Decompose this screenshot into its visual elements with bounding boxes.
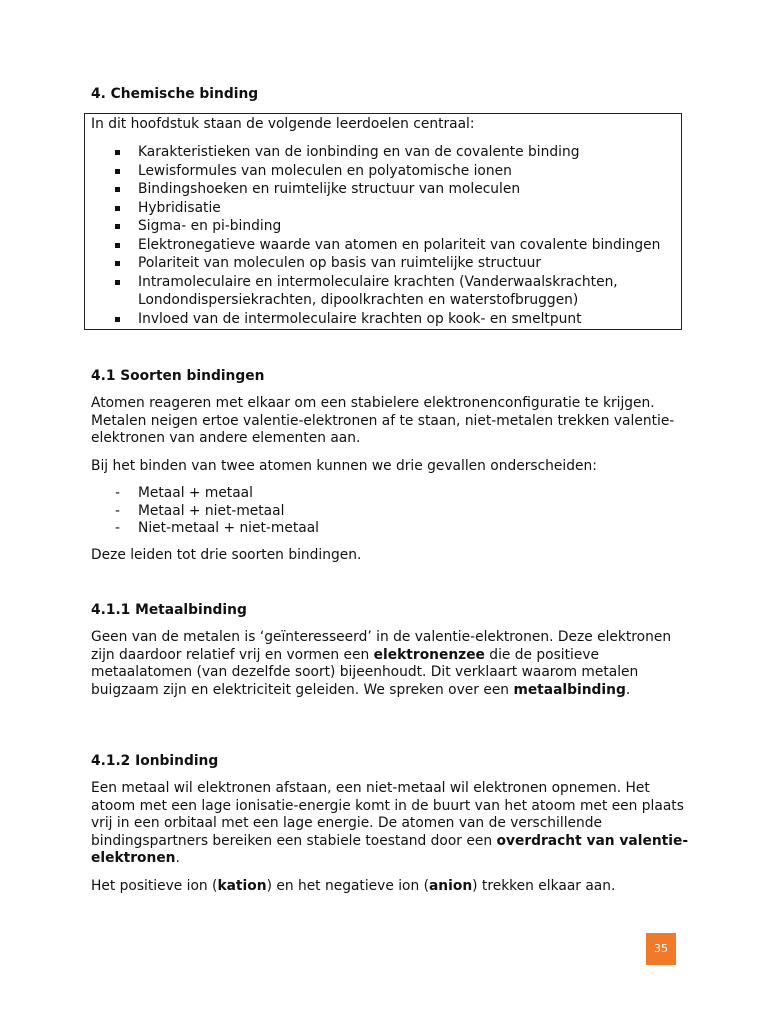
goals-list (91, 143, 681, 328)
term-overdracht: overdracht van valentie-elektronen (91, 832, 689, 867)
square-bullet-icon (115, 280, 120, 285)
term-anion: anion (428, 878, 473, 894)
square-bullet-icon (115, 206, 120, 211)
section-4-1-paragraph-1: Atomen reageren met elkaar om een stabielere elektronenconfiguratie te krijgen. Metalen neigen ertoe valentie-elektronen af te staan, niet-metalen trekken valentie-elektronen van andere elementen aan. (91, 395, 675, 447)
goal-item: Sigma- en pi-binding (91, 217, 681, 236)
dash-bullet-icon: - (115, 502, 120, 519)
page-number-badge: 35 (646, 933, 676, 965)
term-elektronenzee: elektronenzee (373, 646, 485, 663)
goal-item: Bindingshoeken en ruimtelijke structuur van moleculen (91, 180, 681, 199)
square-bullet-icon (115, 224, 120, 229)
goal-item: Invloed van de intermoleculaire krachten op kook- en smeltpunt (91, 310, 681, 329)
learning-goals-box (84, 113, 682, 330)
goal-item: Elektronegatieve waarde van atomen en polariteit van covalente bindingen (91, 236, 681, 255)
list-item: - Metaal + metaal (115, 485, 253, 501)
term-kation: kation (217, 878, 267, 894)
section-4-1-heading: 4.1 Soorten bindingen (91, 368, 265, 384)
square-bullet-icon (115, 317, 120, 322)
list-item: - Metaal + niet-metaal (115, 502, 285, 519)
binding-cases-list (91, 485, 691, 538)
term-metaalbinding: metaalbinding (513, 681, 626, 698)
section-4-1-paragraph-3: Deze leiden tot drie soorten bindingen. (91, 547, 362, 563)
section-4-1-2-heading: 4.1.2 Ionbinding (91, 753, 219, 769)
ionbinding-paragraph-2: Het positieve ion (kation) en het negatieve ion (anion) trekken elkaar aan. (91, 878, 616, 894)
goal-item: Polariteit van moleculen op basis van ruimtelijke structuur (91, 254, 681, 273)
goal-item: Lewisformules van moleculen en polyatomische ionen (91, 162, 681, 181)
goals-intro: In dit hoofdstuk staan de volgende leerdoelen centraal: (91, 116, 475, 132)
goal-item: Hybridisatie (91, 199, 681, 218)
dash-bullet-icon: - (115, 520, 120, 537)
ionbinding-paragraph-1: Een metaal wil elektronen afstaan, een niet-metaal wil elektronen opnemen. Het atoom met een lage ionisatie-energie komt in de buurt van het atoom met een plaats vrij in een orbitaal met een lage energie. De atomen van de verschillende bindingspartners bereiken een stabiele toestand door een overdracht van valentie-elektronen. (91, 780, 689, 867)
square-bullet-icon (115, 261, 120, 266)
square-bullet-icon (115, 243, 120, 248)
square-bullet-icon (115, 150, 120, 155)
list-item: - Niet-metaal + niet-metaal (115, 520, 319, 537)
section-4-1-paragraph-2: Bij het binden van twee atomen kunnen we drie gevallen onderscheiden: (91, 458, 597, 474)
square-bullet-icon (115, 187, 120, 192)
goal-item: Intramoleculaire en intermoleculaire krachten (Vanderwaalskrachten, Londondispersiekrachten, dipoolkrachten en waterstofbruggen) (91, 273, 681, 310)
square-bullet-icon (115, 169, 120, 174)
metaalbinding-paragraph: Geen van de metalen is ‘geïnteresseerd’ in de valentie-elektronen. Deze elektronen zijn daardoor relatief vrij en vormen een elektronenzee die de positieve metaalatomen (van dezelfde soort) bijeenhoudt. Dit verklaart waarom metalen buigzaam zijn en elektriciteit geleiden. We spreken over een metaalbinding. (91, 629, 672, 698)
chapter-heading: 4. Chemische binding (91, 86, 259, 102)
dash-bullet-icon: - (115, 485, 120, 501)
goal-item: Karakteristieken van de ionbinding en van de covalente binding (91, 143, 681, 162)
section-4-1-1-heading: 4.1.1 Metaalbinding (91, 602, 247, 618)
